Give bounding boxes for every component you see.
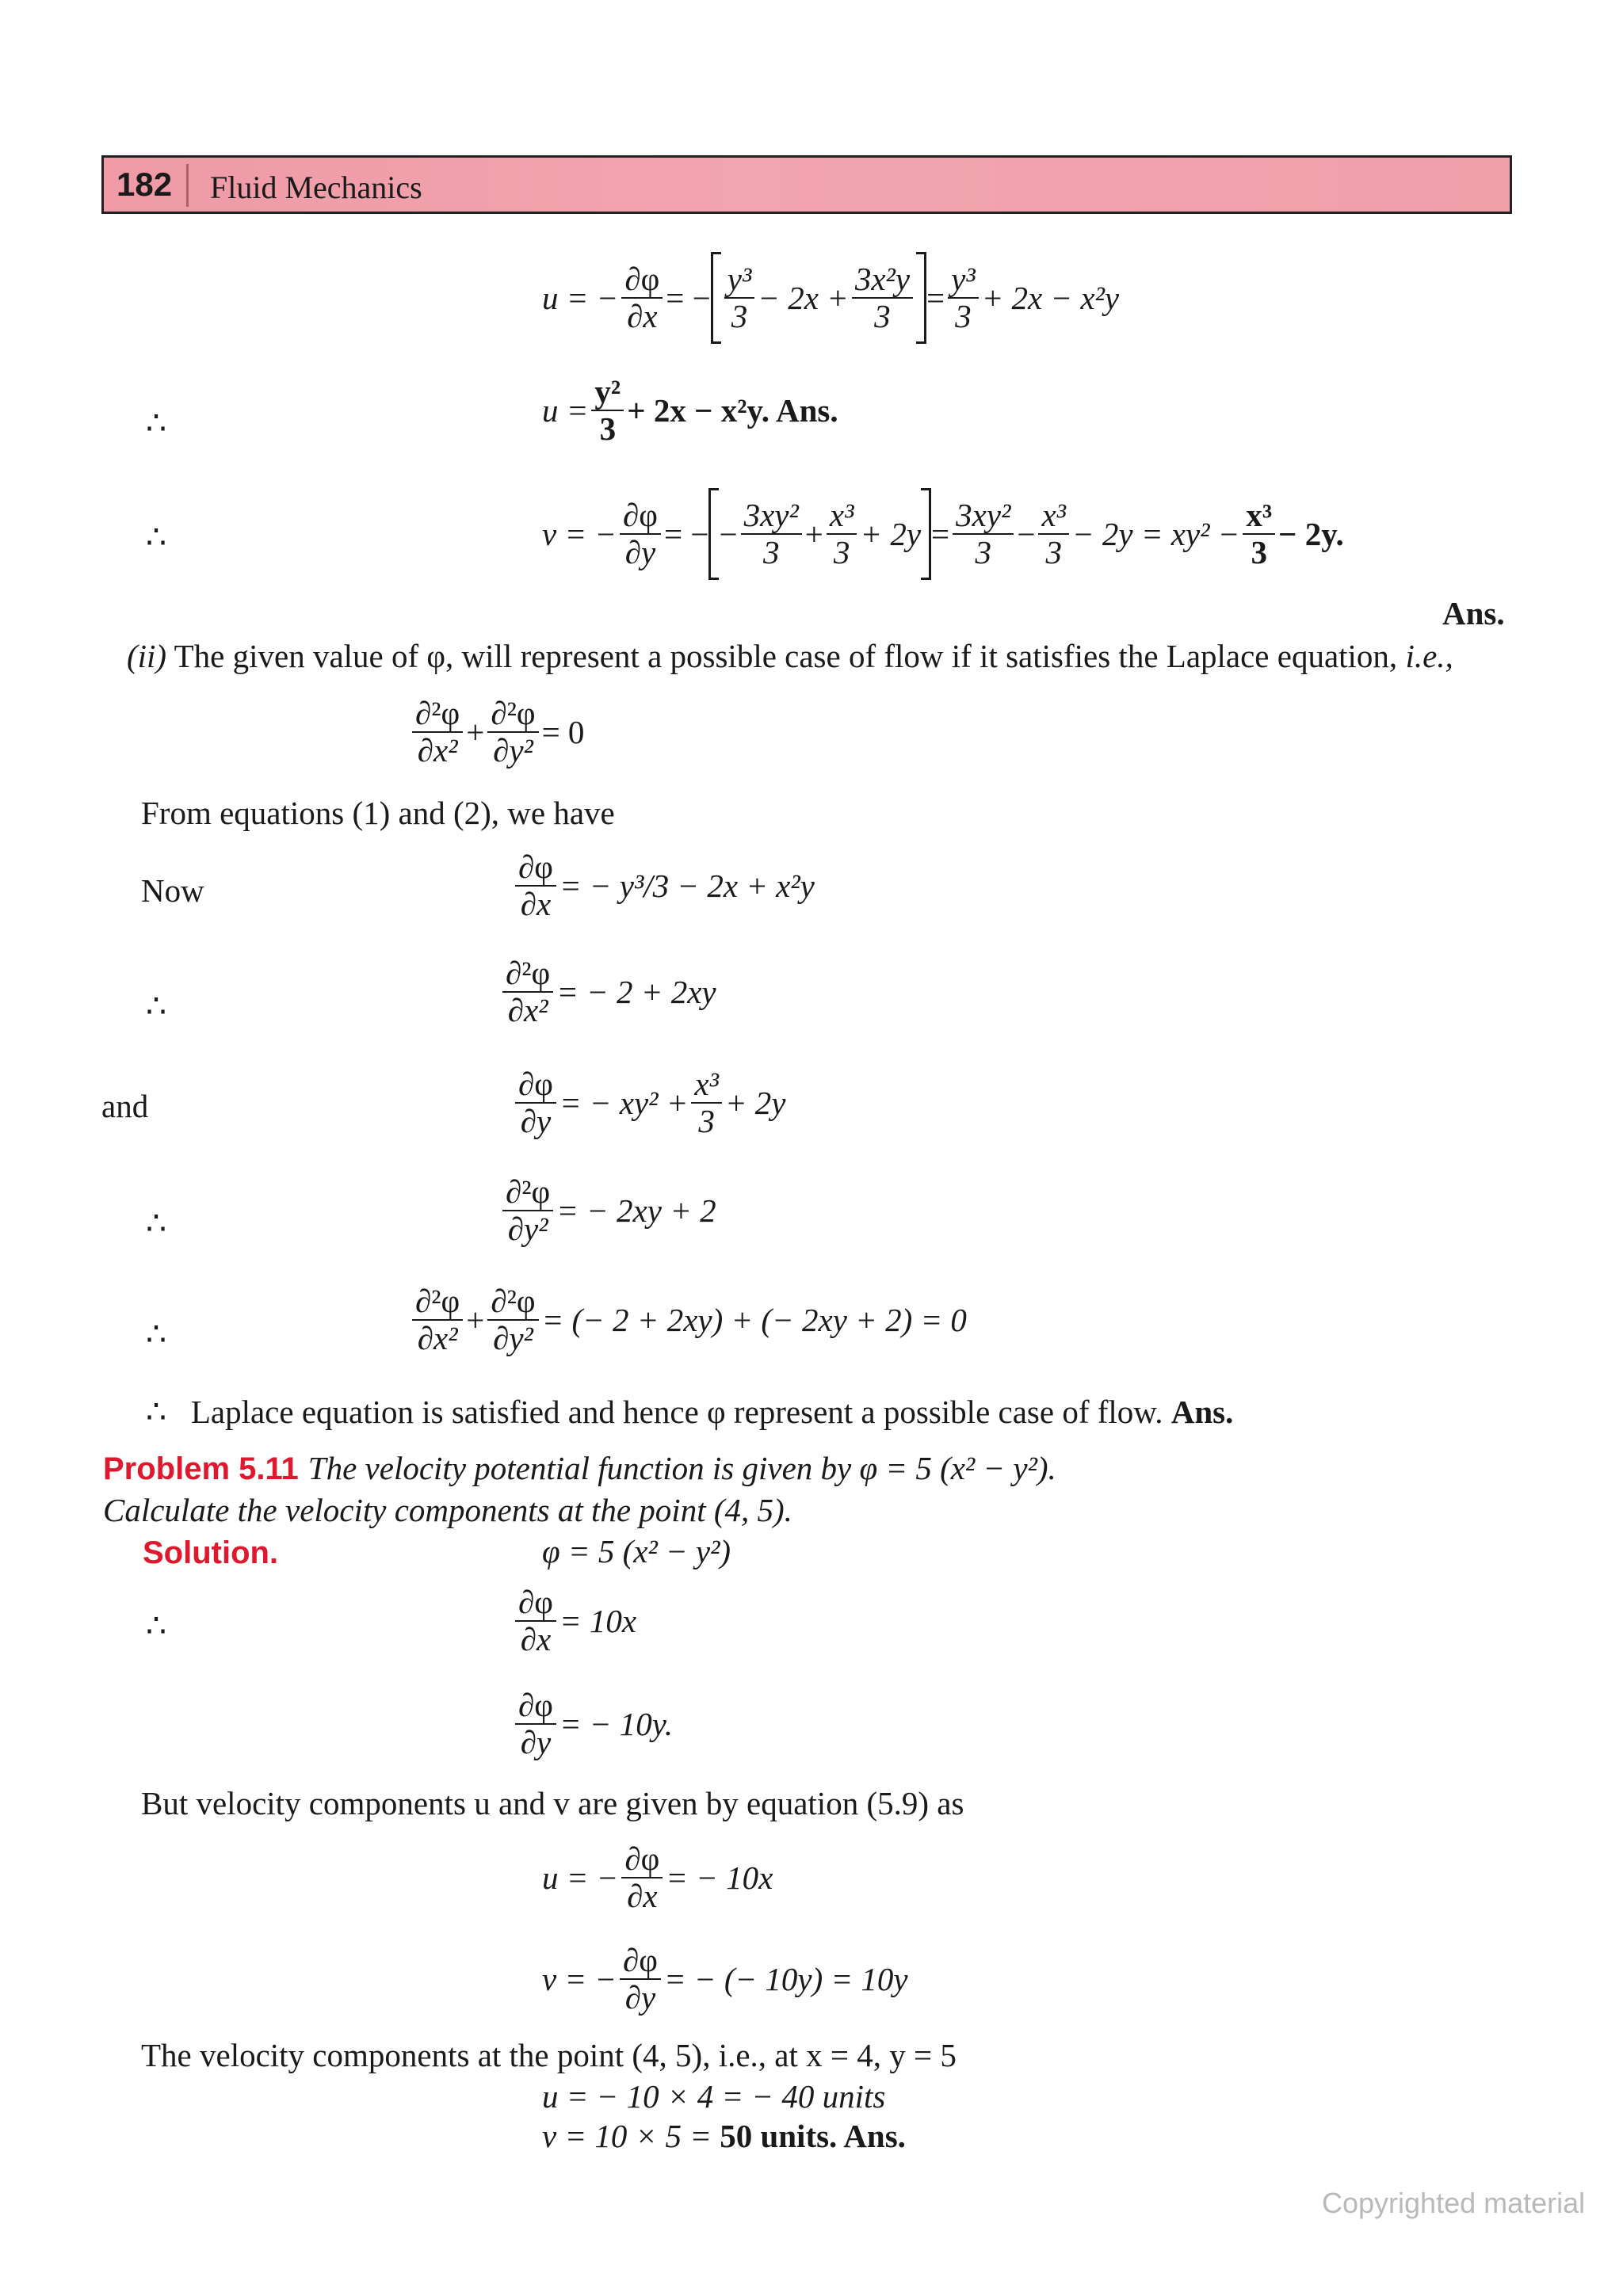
denominator: ∂y (520, 1724, 552, 1761)
fraction (515, 1585, 556, 1657)
eq-text: = (931, 516, 950, 552)
eq-text: u = (542, 392, 589, 429)
fraction (621, 1841, 663, 1914)
numerator: 3xy² (741, 498, 802, 535)
denominator: 3 (599, 410, 617, 448)
fraction (691, 1066, 722, 1139)
eq-text: − 2x + (758, 280, 849, 316)
denominator: ∂y² (507, 1211, 548, 1248)
left-bracket (708, 488, 719, 580)
eq-text: − 2y = xy² − (1071, 516, 1240, 552)
u-derivation-equation (542, 252, 1119, 344)
v-derivation-equation (542, 488, 1344, 580)
copyright-watermark: Copyrighted material (1322, 2187, 1586, 2219)
fraction (953, 498, 1014, 570)
denominator: ∂x (627, 1878, 658, 1915)
fraction (487, 1283, 538, 1356)
fraction (487, 696, 538, 769)
numerator: 3xy² (953, 498, 1014, 535)
and-label: and (101, 1088, 149, 1124)
numerator: y² (591, 374, 624, 411)
therefore-symbol: ∴ (146, 1316, 167, 1352)
u-final-equation (542, 1841, 773, 1914)
eq-text: = − 2xy + 2 (556, 1192, 716, 1230)
eq-text: = − xy² + (559, 1085, 689, 1122)
denominator: 3 (833, 534, 850, 570)
fraction (515, 849, 556, 922)
problem-statement (103, 1451, 1056, 1487)
page-header (101, 155, 1512, 214)
page-number: 182 (116, 166, 173, 203)
eq-text: − (1017, 516, 1036, 552)
right-bracket (921, 488, 931, 580)
fraction (515, 1688, 556, 1760)
problem-label: Problem 5.11 (103, 1451, 299, 1486)
fraction (502, 1174, 553, 1247)
fraction (620, 1943, 661, 2016)
numerator: y³ (948, 261, 979, 299)
eq-text: + 2y (860, 516, 922, 552)
velocity-components-text: But velocity components u and v are given by equation (5.9) as (141, 1785, 964, 1821)
numerator: ∂²φ (412, 1283, 463, 1321)
eq-text: = − 10y. (559, 1706, 673, 1743)
denominator: ∂x (520, 886, 552, 923)
part-label: (ii) (127, 638, 167, 674)
v-value-answer: 50 units. Ans. (720, 2118, 906, 2154)
ans-label: Ans. (1170, 1394, 1234, 1430)
eq-text: v = − (542, 516, 617, 552)
eq-text: + (466, 1302, 485, 1339)
fraction (620, 498, 661, 570)
fraction (621, 261, 663, 334)
numerator: 3x²y (852, 261, 913, 299)
numerator: ∂²φ (502, 955, 553, 993)
numerator: ∂φ (620, 498, 661, 535)
numerator: ∂²φ (502, 1174, 553, 1211)
conclusion-line (146, 1396, 1233, 1428)
solution-label: Solution. (143, 1535, 279, 1570)
eq-text: − 2y. (1278, 516, 1344, 552)
laplace-equation (409, 696, 584, 769)
denominator: 3 (762, 534, 780, 570)
eq-text: = − (666, 280, 711, 316)
therefore-symbol: ∴ (146, 1205, 167, 1241)
denominator: ∂x² (507, 992, 548, 1029)
laplace-sum-equation (409, 1283, 967, 1356)
numerator: ∂²φ (412, 696, 463, 733)
fraction (1038, 498, 1069, 570)
eq-text: + (466, 714, 485, 751)
denominator: ∂x (520, 1621, 552, 1658)
fraction (412, 1283, 463, 1356)
denominator: ∂y (624, 534, 656, 570)
eq-text: = 0 (541, 714, 585, 751)
eq-text: + 2x − x²y. Ans. (627, 392, 838, 429)
fraction (502, 955, 553, 1028)
therefore-symbol: ∴ (146, 1608, 167, 1644)
header-divider (186, 164, 189, 207)
ie-text: i.e., (1405, 638, 1453, 674)
denominator: 3 (698, 1103, 715, 1140)
fraction (515, 1066, 556, 1139)
fraction (724, 261, 755, 334)
eq-text: = − y³/3 − 2x + x²y (559, 868, 815, 905)
denominator: ∂y² (493, 732, 533, 769)
denominator: 3 (955, 298, 972, 334)
denominator: ∂x² (417, 732, 458, 769)
dphi-dx-equation (512, 849, 815, 922)
numerator: ∂φ (515, 849, 556, 887)
denominator: 3 (1045, 534, 1062, 570)
left-bracket (711, 252, 721, 344)
eq-text: = − 2 + 2xy (556, 974, 716, 1011)
d2phi-dy2-equation (499, 1174, 716, 1247)
phi-equation: φ = 5 (x² − y²) (542, 1533, 731, 1569)
eq-text: = 10x (559, 1603, 637, 1640)
eq-text: = − (− 10y) = 10y (663, 1961, 908, 1998)
eq-text: + 2y (724, 1085, 786, 1122)
dphi-dx-result (512, 1585, 636, 1657)
fraction (827, 498, 857, 570)
part-ii-paragraph (127, 640, 1453, 673)
numerator: ∂φ (515, 1688, 556, 1725)
fraction (591, 374, 624, 447)
denominator: 3 (1251, 534, 1268, 570)
v-value (542, 2120, 906, 2153)
numerator: ∂φ (515, 1585, 556, 1622)
eq-text: = − 10x (666, 1859, 773, 1897)
numerator: ∂φ (621, 1841, 663, 1878)
numerator: x³ (1038, 498, 1069, 535)
v-value-text: v = 10 × 5 = (542, 2118, 712, 2154)
numerator: ∂φ (515, 1066, 556, 1104)
denominator: ∂y² (493, 1320, 533, 1357)
eq-text: u = − (542, 280, 619, 316)
fraction (1243, 498, 1275, 570)
therefore-symbol: ∴ (146, 1394, 167, 1430)
conclusion-text: Laplace equation is satisfied and hence φ represent a possible case of flow. (190, 1394, 1163, 1430)
denominator: ∂y (624, 1979, 656, 2016)
numerator: ∂²φ (487, 696, 538, 733)
therefore-symbol: ∴ (146, 988, 167, 1024)
numerator: y³ (724, 261, 755, 299)
numerator: x³ (691, 1066, 722, 1104)
u-value: u = − 10 × 4 = − 40 units (542, 2078, 886, 2115)
numerator: x³ (827, 498, 857, 535)
d2phi-dx2-equation (499, 955, 716, 1028)
problem-text-continued: Calculate the velocity components at the point (4, 5). (103, 1492, 792, 1528)
now-label: Now (141, 872, 204, 909)
fraction (948, 261, 979, 334)
numerator: ∂φ (620, 1943, 661, 1980)
numerator: x³ (1243, 498, 1275, 535)
v-final-equation (542, 1943, 908, 2016)
book-title: Fluid Mechanics (210, 170, 422, 205)
right-bracket (916, 252, 926, 344)
denominator: 3 (874, 298, 891, 334)
eq-text: + 2x − x²y (981, 280, 1120, 316)
eq-text: = (926, 280, 945, 316)
numerator: ∂²φ (487, 1283, 538, 1321)
dphi-dy-equation (512, 1066, 786, 1139)
paragraph-text: The given value of φ, will represent a possible case of flow if it satisfies the Laplace equation, (174, 638, 1398, 674)
therefore-symbol: ∴ (146, 519, 167, 555)
denominator: ∂x (627, 298, 658, 334)
fraction (852, 261, 913, 334)
denominator: ∂y (520, 1103, 552, 1140)
fraction (412, 696, 463, 769)
from-equations-text: From equations (1) and (2), we have (141, 795, 615, 831)
dphi-dy-result (512, 1688, 673, 1760)
denominator: ∂x² (417, 1320, 458, 1357)
therefore-symbol: ∴ (146, 405, 167, 441)
problem-text: The velocity potential function is given by φ = 5 (x² − y²). (307, 1450, 1056, 1486)
denominator: 3 (975, 534, 992, 570)
ans-label: Ans. (1442, 595, 1505, 631)
point-text: The velocity components at the point (4, 5), i.e., at x = 4, y = 5 (141, 2037, 957, 2073)
u-result-equation (542, 374, 838, 447)
eq-text: + (804, 516, 823, 552)
eq-text: = (− 2 + 2xy) + (− 2xy + 2) = 0 (541, 1302, 967, 1339)
numerator: ∂φ (621, 261, 663, 299)
eq-text: − (719, 516, 738, 552)
fraction (741, 498, 802, 570)
eq-text: = − (663, 516, 709, 552)
eq-text: u = − (542, 1859, 619, 1897)
eq-text: v = − (542, 1961, 617, 1998)
denominator: 3 (731, 298, 748, 334)
